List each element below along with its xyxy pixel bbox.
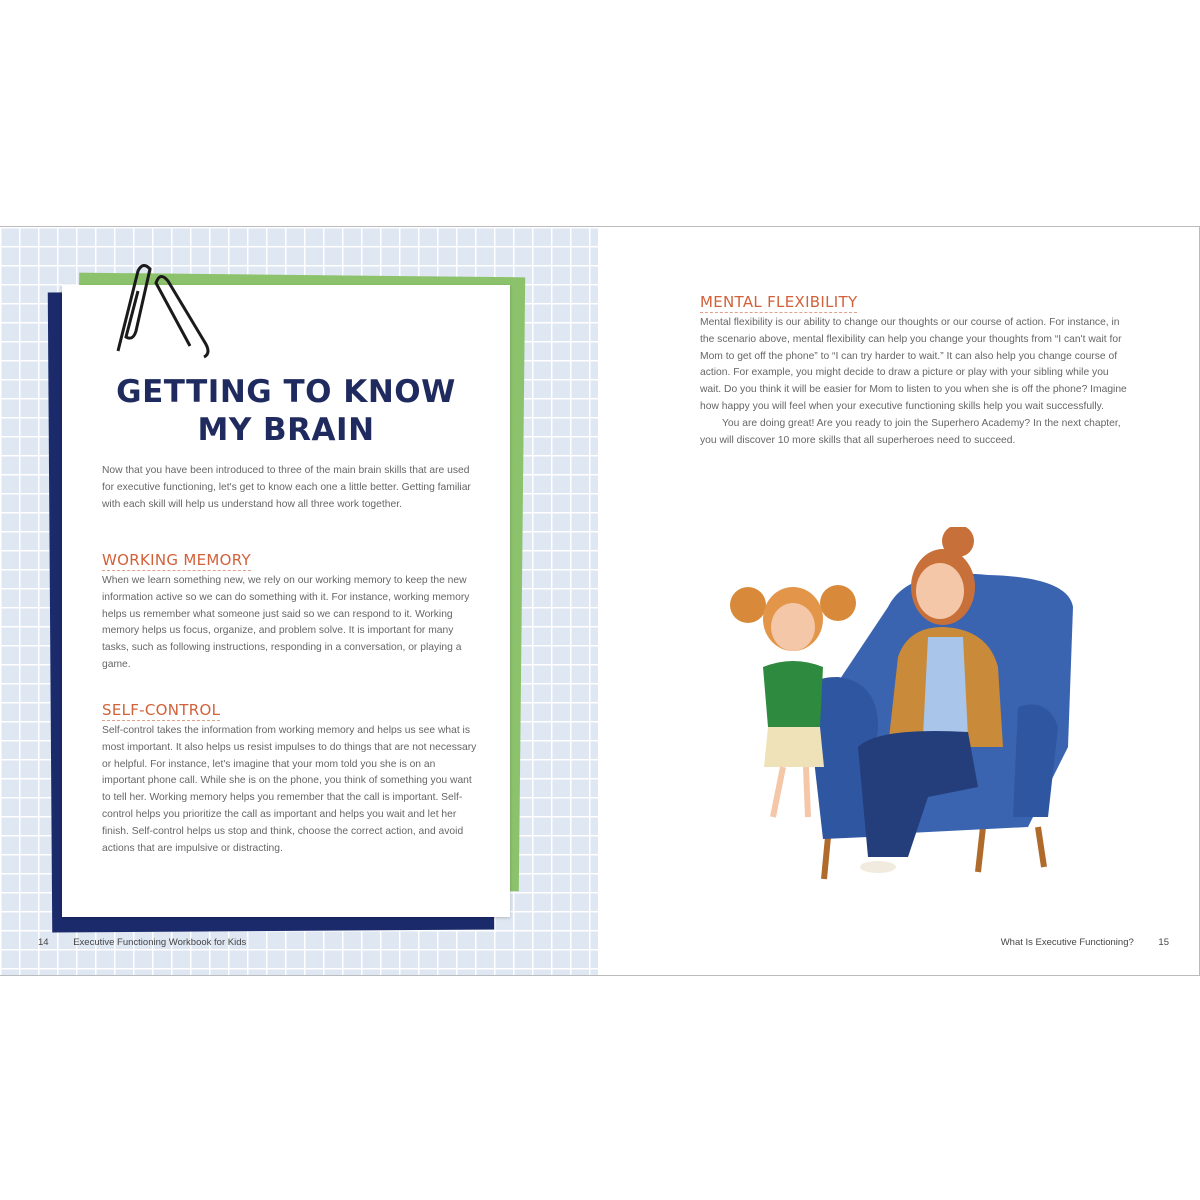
running-title: Executive Functioning Workbook for Kids bbox=[73, 937, 247, 948]
right-footer bbox=[1001, 937, 1169, 948]
working-memory-text: When we learn something new, we rely on our working memory to keep the new information active so we can do something with it. For instance, working memory helps us remember what someone just said so we can respond to it. Working memory helps us focus, organize, and problem solve. It is important for many tasks, such as following instructions, responding in a conversation, or playing a game. bbox=[102, 575, 470, 670]
self-control-text: Self-control takes the information from working memory and helps us see what is most important. It also helps us resist impulses to do things that are not necessary or helpful. For instance, let's imagine that your mom told you she is on an important phone call. While she is on the phone, you think of something you want to tell her. Working memory helps you remember that the call is important. Self-control helps you prioritize the call as important and helps you wait and let her finish. Self-control helps us stop and think, choose the correct action, and avoid actions that are impulsive or distracting. bbox=[102, 725, 477, 854]
right-page bbox=[598, 227, 1200, 975]
working-memory-heading: WORKING MEMORY bbox=[102, 551, 251, 569]
page-number: 14 bbox=[38, 937, 49, 948]
title-line-1: GETTING TO KNOW bbox=[116, 374, 456, 410]
self-control-heading: SELF-CONTROL bbox=[102, 701, 221, 719]
page-number: 15 bbox=[1158, 937, 1169, 948]
content-card bbox=[62, 285, 510, 917]
left-page bbox=[0, 227, 598, 975]
running-title: What Is Executive Functioning? bbox=[1000, 937, 1134, 948]
mental-flexibility-text: Mental flexibility is our ability to change our thoughts or our course of action. For instance, in the scenario above, mental flexibility can help you change your thoughts from “I can't wait for Mom to get off the phone” to “I can try harder to wait.” It can also help you change course of action. For example, you might decide to draw a picture or play with your sibling while you wait. Do you think it will be easier for Mom to listen to you when she is off the phone? Imagine how happy you will feel when your executive functioning skills help you wait successfully. bbox=[700, 317, 1127, 412]
closing-text: You are doing great! Are you ready to join the Superhero Academy? In the next chapter, you will discover 10 more skills that all superheroes need to succeed. bbox=[700, 417, 1121, 446]
book-spread bbox=[0, 226, 1200, 976]
mom-and-daughter-illustration bbox=[728, 527, 1088, 887]
paperclip-icon bbox=[108, 261, 218, 366]
page-title bbox=[62, 373, 510, 449]
title-line-2: MY BRAIN bbox=[197, 412, 375, 448]
intro-paragraph: Now that you have been introduced to three of the main brain skills that are used for executive functioning, let's get to know each one a little better. Getting familiar with each skill will help us understand how all three work together. bbox=[102, 465, 471, 510]
left-footer bbox=[38, 937, 246, 948]
mental-flexibility-heading: MENTAL FLEXIBILITY bbox=[700, 293, 858, 311]
